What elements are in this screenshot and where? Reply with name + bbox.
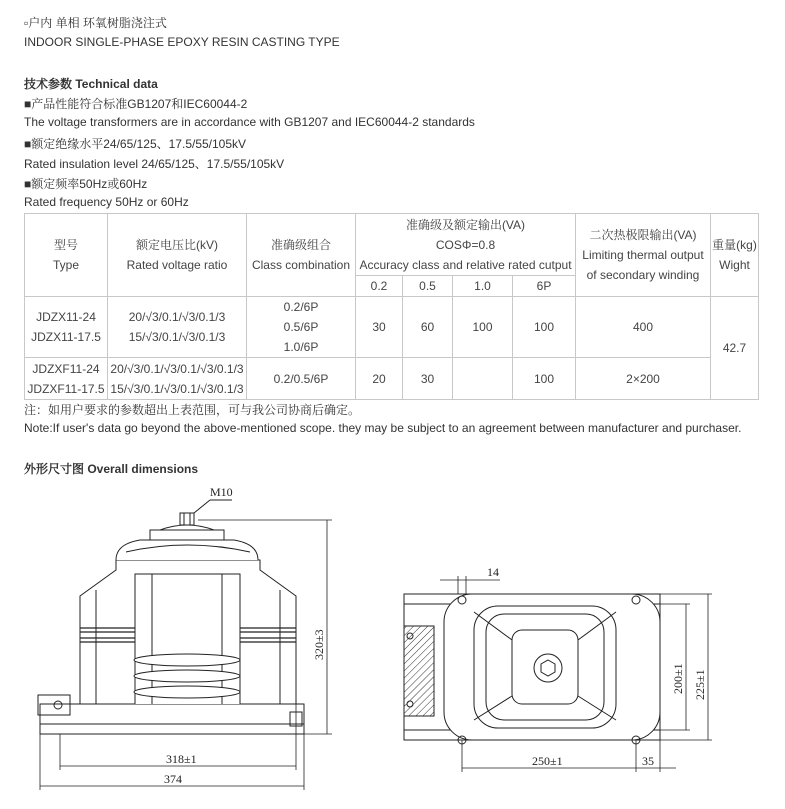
- value-cell: 20: [356, 358, 403, 400]
- spec-item: Rated insulation level 24/65/125、17.5/55/105kV: [24, 157, 285, 171]
- dim-35: 35: [642, 754, 654, 768]
- spec-item: ■产品性能符合标准GB1207和IEC60044-2: [24, 97, 248, 111]
- value-cell: 100: [513, 358, 576, 400]
- type-header: 型号 Type: [25, 214, 108, 297]
- value-cell: 30: [403, 358, 453, 400]
- dim-14: 14: [487, 565, 499, 579]
- technical-heading: 技术参数 Technical data: [24, 77, 158, 91]
- acc-col: 0.5: [403, 276, 453, 297]
- class-cell: 0.2/0.5/6P: [247, 358, 356, 400]
- spec-item: Rated frequency 50Hz or 60Hz: [24, 195, 189, 209]
- dim-225: 225±1: [693, 669, 707, 700]
- dim-318: 318±1: [166, 752, 197, 766]
- title-en: INDOOR SINGLE-PHASE EPOXY RESIN CASTING TYPE: [24, 35, 340, 49]
- accuracy-header: 准确级及额定输出(VA) COSΦ=0.8 Accuracy class and relative rated cutput: [356, 214, 576, 276]
- spec-item: The voltage transformers are in accordance with GB1207 and IEC60044-2 standards: [24, 115, 475, 129]
- dim-250: 250±1: [532, 754, 563, 768]
- limit-cell: 400: [576, 297, 711, 358]
- value-cell: [453, 358, 513, 400]
- limit-cell: 2×200: [576, 358, 711, 400]
- m10-label: M10: [210, 485, 233, 499]
- acc-col: 0.2: [356, 276, 403, 297]
- spec-item: ■额定绝缘水平24/65/125、17.5/55/105kV: [24, 137, 247, 151]
- class-cell: 0.2/6P 0.5/6P 1.0/6P: [247, 297, 356, 358]
- front-view: [38, 500, 304, 734]
- spec-item: ■额定频率50Hz或60Hz: [24, 177, 148, 191]
- value-cell: 60: [403, 297, 453, 358]
- type-cell: JDZX11-24 JDZX11-17.5: [25, 297, 108, 358]
- note-cn: 注：如用户要求的参数超出上表范围，可与我公司协商后确定。: [24, 403, 361, 417]
- value-cell: 100: [513, 297, 576, 358]
- top-view: [404, 594, 660, 744]
- value-cell: 30: [356, 297, 403, 358]
- acc-col: 1.0: [453, 276, 513, 297]
- dim-320: 320±3: [312, 629, 326, 660]
- dim-200: 200±1: [671, 663, 685, 694]
- ratio-header: 额定电压比(kV) Rated voltage ratio: [108, 214, 247, 297]
- dim-374: 374: [164, 772, 182, 786]
- class-header: 准确级组合 Class combination: [247, 214, 356, 297]
- note-en: Note:If user's data go beyond the above-mentioned scope. they may be subject to an agreement between manufacturer and purchaser.: [24, 421, 742, 435]
- technical-table: [24, 213, 759, 400]
- type-cell: JDZXF11-24 JDZXF11-17.5: [25, 358, 108, 400]
- value-cell: 100: [453, 297, 513, 358]
- dimensions-heading: 外形尺寸图 Overall dimensions: [24, 462, 199, 476]
- limit-header: 二次热极限输出(VA) Limiting thermal output of secondary winding: [576, 214, 711, 297]
- dimension-drawing: [0, 480, 785, 809]
- ratio-cell: 20/√3/0.1/√3/0.1/3 15/√3/0.1/√3/0.1/3: [108, 297, 247, 358]
- acc-col: 6P: [513, 276, 576, 297]
- weight-cell: 42.7: [711, 297, 759, 400]
- title-cn: ▫户内 单相 环氧树脂浇注式: [24, 16, 167, 30]
- weight-header: 重量(kg) Wight: [711, 214, 759, 297]
- ratio-cell: 20/√3/0.1/√3/0.1/√3/0.1/3 15/√3/0.1/√3/0.1/√3/0.1/3: [108, 358, 247, 400]
